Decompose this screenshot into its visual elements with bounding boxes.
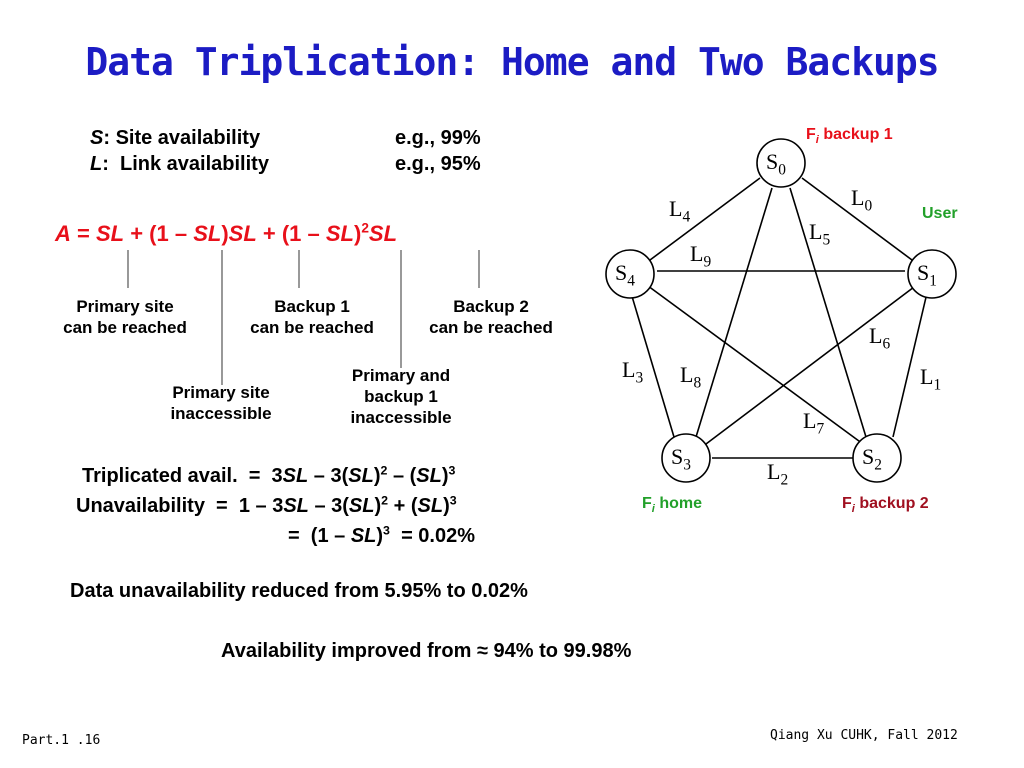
note-backup2-reached: Backup 2 can be reached — [429, 297, 553, 337]
summary-result: = (1 – SL)$^3$ = 0.02% — [288, 523, 476, 547]
definition-s: S: Site availability — [90, 127, 261, 149]
conclusion-unavailability: Data unavailability reduced from 5.95% to 0.02% — [70, 580, 528, 602]
link-L5: $L_5$ — [809, 219, 831, 249]
summary-triplicated: Triplicated avail. = 3SL – 3(SL)$^2$ – (SL)$^3$ — [82, 463, 456, 487]
link-L1: $L_1$ — [920, 364, 942, 394]
node-S0: $S_0$ — [766, 149, 786, 179]
node-S3: $S_3$ — [671, 444, 691, 474]
link-L9: $L_9$ — [690, 241, 712, 271]
edge-L7 — [644, 283, 863, 444]
node-S1: $S_1$ — [917, 260, 937, 290]
definition-l-example: e.g., 95% — [395, 153, 481, 175]
edge-L8 — [696, 188, 772, 437]
summary-unavailability-label: Unavailability — [76, 495, 205, 517]
note-primary-inaccessible: Primary site inaccessible — [170, 383, 272, 423]
label-backup1: $F_i$ backup 1 — [806, 126, 893, 147]
label-backup2: $F_i$ backup 2 — [842, 495, 929, 516]
node-S2: $S_2$ — [862, 444, 882, 474]
conclusion-availability: Availability improved from ≈ 94% to 99.98% — [221, 640, 632, 662]
definition-l: L: Link availability — [90, 153, 269, 175]
note-primary-backup1-inaccessible: Primary and backup 1 inaccessible — [350, 366, 452, 427]
node-S4: $S_4$ — [615, 260, 635, 290]
link-L3: $L_3$ — [622, 357, 644, 387]
label-home: $F_i$ home — [642, 495, 703, 516]
definition-s-example: e.g., 99% — [395, 127, 481, 149]
availability-formula: A = SL + (1 – SL)SL + (1 – SL)$^2$SL — [55, 220, 398, 246]
page-title: Data Triplication: Home and Two Backups — [85, 40, 939, 84]
link-L2: $L_2$ — [767, 459, 789, 489]
summary-unavailability: Unavailability = 1 – 3SL – 3(SL)$^2$ + (SL)$^3$ — [76, 493, 457, 517]
link-L0: $L_0$ — [851, 185, 873, 215]
link-L4: $L_4$ — [669, 196, 691, 226]
link-L6: $L_6$ — [869, 323, 891, 353]
summary-triplicated-label: Triplicated avail. — [82, 465, 238, 487]
footer-right: Qiang Xu CUHK, Fall 2012 — [770, 728, 958, 743]
definition-l-label: Link availability — [120, 153, 269, 175]
footer-left: Part.1 .16 — [22, 733, 101, 748]
note-primary-reached: Primary site can be reached — [63, 297, 187, 337]
note-backup1-reached: Backup 1 can be reached — [250, 297, 374, 337]
definition-s-label: Site availability — [115, 127, 261, 149]
link-L7: $L_7$ — [803, 408, 825, 438]
link-L8: $L_8$ — [680, 362, 702, 392]
label-user: User — [922, 205, 958, 222]
